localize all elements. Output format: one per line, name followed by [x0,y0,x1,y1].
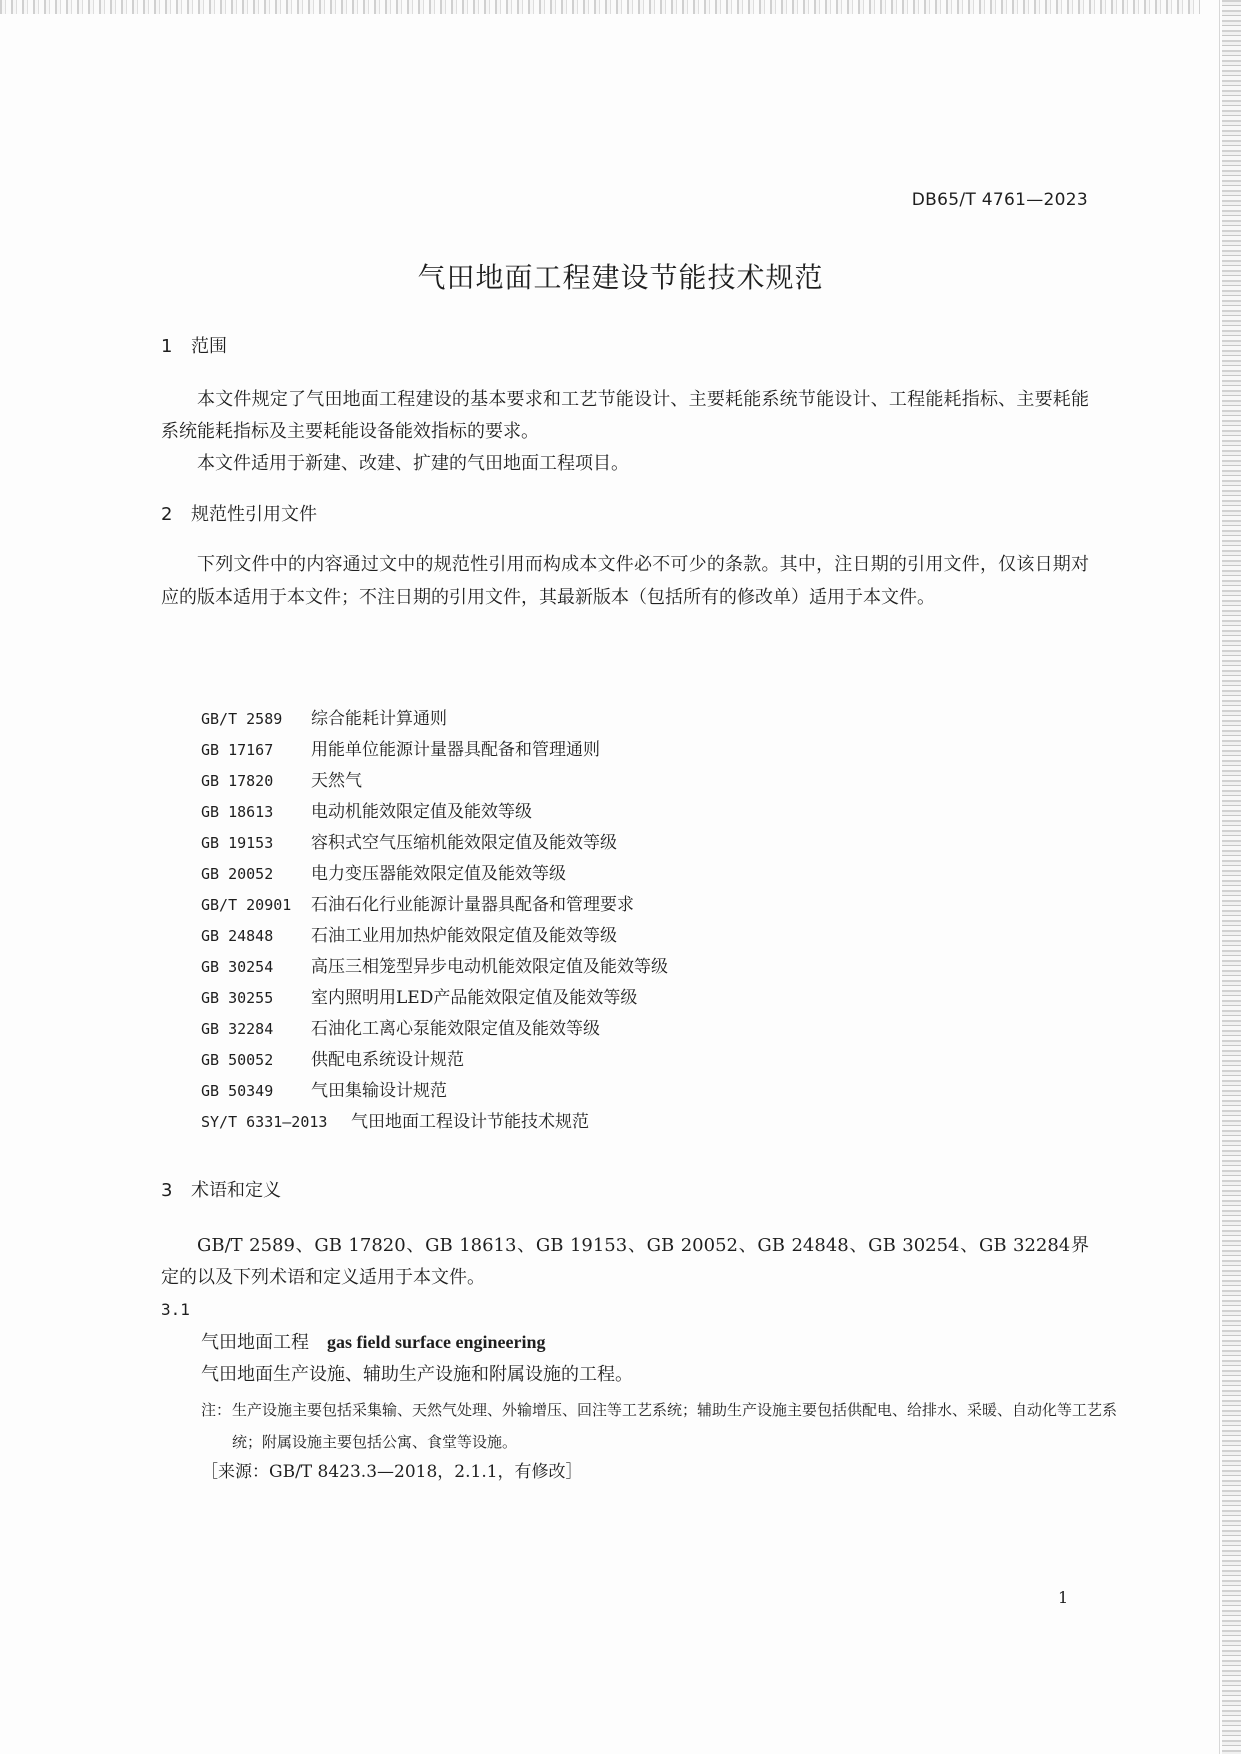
reference-item [201,704,668,735]
reference-item [201,859,668,890]
section-number: 1 [161,336,173,357]
reference-name: 石油石化行业能源计量器具配备和管理要求 [311,895,634,915]
section-number: 3 [161,1180,173,1201]
reference-name: 天然气 [311,771,362,791]
reference-code: GB 30254 [201,958,274,976]
reference-item [201,921,668,952]
reference-code: GB 24848 [201,927,274,945]
reference-name: 气田地面工程设计节能技术规范 [351,1112,589,1132]
section-2-heading [161,500,317,526]
reference-code: GB 20052 [201,865,274,883]
section-title: 规范性引用文件 [191,504,317,525]
reference-name: 供配电系统设计规范 [311,1050,464,1070]
scope-paragraph-2: 本文件适用于新建、改建、扩建的气田地面工程项目。 [197,453,629,474]
reference-name: 高压三相笼型异步电动机能效限定值及能效等级 [311,957,668,977]
document-code: DB65/T 4761—2023 [911,190,1088,210]
reference-name: 石油工业用加热炉能效限定值及能效等级 [311,926,617,946]
reference-item [201,1014,668,1045]
document-title: 气田地面工程建设节能技术规范 [417,261,824,294]
scan-noise-top [0,0,1200,14]
reference-item [201,952,668,983]
reference-item [201,766,668,797]
reference-code: GB 17820 [201,772,274,790]
section-1-heading [161,332,227,358]
reference-item [201,890,668,921]
reference-code: SY/T 6331—2013 [201,1113,328,1131]
reference-item [201,983,668,1014]
reference-code: GB/T 20901 [201,896,292,914]
section-title: 范围 [191,336,227,357]
reference-name: 气田集输设计规范 [311,1081,447,1101]
reference-list [201,704,668,1138]
term-chinese: 气田地面工程 [201,1332,309,1353]
reference-code: GB 30255 [201,989,274,1007]
reference-code: GB 18613 [201,803,274,821]
term-number: 3.1 [161,1300,190,1319]
reference-item [201,797,668,828]
note-label: 注： [201,1401,232,1419]
reference-item [201,828,668,859]
reference-item [201,1076,668,1107]
reference-code: GB 50052 [201,1051,274,1069]
term-note [201,1394,1121,1458]
reference-name: 石油化工离心泵能效限定值及能效等级 [311,1019,600,1039]
term-source: ［来源：GB/T 8423.3—2018，2.1.1，有修改］ [201,1462,583,1482]
reference-item [201,1045,668,1076]
reference-code: GB 17167 [201,741,274,759]
term-heading [201,1328,545,1354]
reference-name: 室内照明用LED产品能效限定值及能效等级 [311,988,638,1008]
reference-name: 用能单位能源计量器具配备和管理通则 [311,740,600,760]
section-number: 2 [161,504,173,525]
terms-intro: GB/T 2589、GB 17820、GB 18613、GB 19153、GB 20052、GB 24848、GB 30254、GB 32284界定的以及下列术语和定义适用于本文件。 [161,1235,1089,1288]
reference-code: GB/T 2589 [201,710,283,728]
references-intro: 下列文件中的内容通过文中的规范性引用而构成本文件必不可少的条款。其中，注日期的引用文件，仅该日期对应的版本适用于本文件；不注日期的引用文件，其最新版本（包括所有的修改单）适用于本文件。 [161,554,1089,608]
term-definition: 气田地面生产设施、辅助生产设施和附属设施的工程。 [201,1364,633,1385]
reference-name: 容积式空气压缩机能效限定值及能效等级 [311,833,617,853]
note-text: 生产设施主要包括采集输、天然气处理、外输增压、回注等工艺系统；辅助生产设施主要包括供配电、给排水、采暖、自动化等工艺系统；附属设施主要包括公寓、食堂等设施。 [232,1401,1118,1451]
reference-code: GB 32284 [201,1020,274,1038]
page-number: 1 [1058,1588,1069,1607]
section-title: 术语和定义 [191,1180,281,1201]
scope-paragraph-1: 本文件规定了气田地面工程建设的基本要求和工艺节能设计、主要耗能系统节能设计、工程能耗指标、主要耗能系统能耗指标及主要耗能设备能效指标的要求。 [161,389,1089,442]
reference-code: GB 50349 [201,1082,274,1100]
reference-name: 电力变压器能效限定值及能效等级 [311,864,566,884]
reference-item [201,735,668,766]
reference-item [201,1107,668,1138]
reference-name: 综合能耗计算通则 [311,709,447,729]
reference-name: 电动机能效限定值及能效等级 [311,802,532,822]
section-3-heading [161,1176,281,1202]
reference-code: GB 19153 [201,834,274,852]
term-english: gas field surface engineering [327,1332,546,1352]
